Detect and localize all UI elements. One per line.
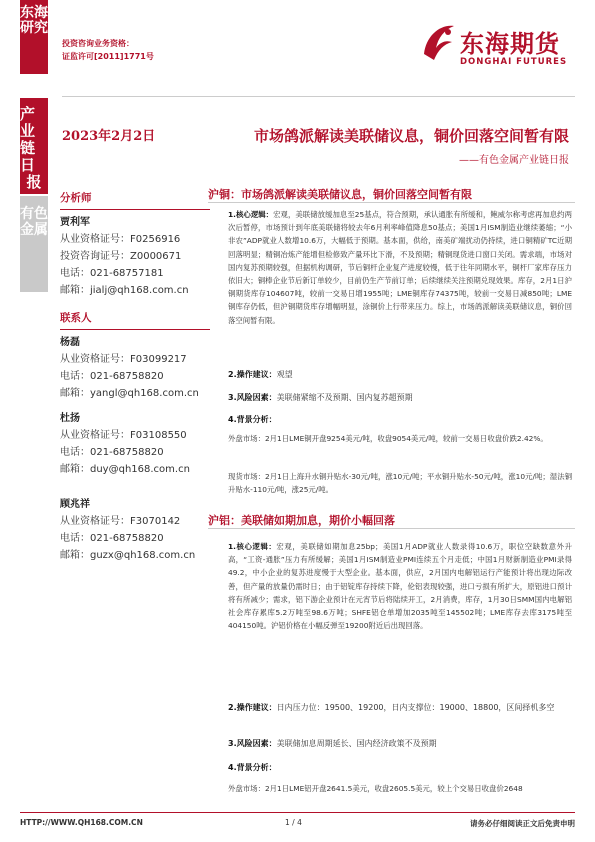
- aluminum-risk-text: 美联储加息周期延长、国内经济政策不及预期: [276, 739, 437, 748]
- side-tab-text: 有色: [20, 206, 48, 222]
- aluminum-core-logic: [228, 540, 572, 632]
- divider: [60, 329, 210, 330]
- contact-label: 联系人: [60, 312, 92, 324]
- qualification-label: 投资咨询业务资格：: [62, 39, 134, 48]
- contact-section: [60, 310, 210, 402]
- contact-line: 邮箱：guzx@qh168.com.cn: [60, 550, 196, 561]
- report-date: 2023年2月2日: [62, 129, 156, 144]
- copper-spot-market: 现货市场：2月1日上海升水铜升贴水-30元/吨，涨10元/吨；平水铜升贴水-50元/吨，涨10元/吨；湿法铜升贴水-110元/吨，涨25元/吨。: [228, 472, 572, 495]
- aluminum-advice: [228, 702, 554, 713]
- section-divider: [208, 528, 575, 529]
- copper-background: [228, 414, 277, 425]
- copper-risk-text: 美联储紧缩不及预期、国内复苏超预期: [276, 393, 413, 402]
- contact-line: 邮箱：yangl@qh168.com.cn: [60, 388, 199, 399]
- side-tab-text: 报: [26, 173, 42, 191]
- side-tab-nonferrous: [20, 196, 48, 292]
- aluminum-risk-label: 3.风险因素：: [228, 739, 277, 748]
- aluminum-background: [228, 762, 277, 773]
- logo-mark-icon: [418, 18, 458, 64]
- report-title: 市场鸽派解读美联储议息，铜价回落空间暂有限: [253, 127, 569, 145]
- contact-line: 邮箱：duy@qh168.com.cn: [60, 464, 190, 475]
- aluminum-outer-market: 外盘市场：2月1日LME铝开盘2641.5美元，收盘2605.5美元，较上个交易日收盘价2648: [228, 784, 523, 793]
- copper-advice-text: 观望: [276, 370, 293, 379]
- copper-section-heading: 沪铜：市场鸽派解读美联储议息，铜价回落空间暂有限: [208, 188, 472, 201]
- contact-line: 从业资格证号：F3070142: [60, 516, 181, 527]
- contact-line: 电话：021-68758820: [60, 533, 164, 544]
- contact-section: [60, 410, 210, 478]
- contact-name: 杜扬: [60, 413, 80, 424]
- logo-english-name: DONGHAI FUTURES: [460, 57, 568, 67]
- copper-risk: [228, 392, 413, 403]
- aluminum-advice-label: 2.操作建议：: [228, 703, 277, 712]
- analyst-line: 投资咨询证号：Z0000671: [60, 251, 182, 262]
- copper-advice: [228, 369, 293, 380]
- contact-line: 电话：021-68758820: [60, 371, 164, 382]
- analyst-name: 贾利军: [60, 217, 90, 228]
- contact-section: [60, 496, 210, 564]
- copper-background-label: 4.背景分析：: [228, 415, 277, 424]
- contact-name: 杨磊: [60, 337, 80, 348]
- footer-divider: [20, 812, 575, 813]
- copper-advice-label: 2.操作建议：: [228, 370, 277, 379]
- contact-line: 电话：021-68758820: [60, 447, 164, 458]
- side-tab-donghai-research: [20, 0, 48, 74]
- copper-outer-market: 外盘市场：2月1日LME铜开盘9254美元/吨，收盘9054美元/吨，较前一交易日收盘价跌2.42%。: [228, 434, 548, 443]
- side-tab-text: 研究: [20, 20, 48, 36]
- side-tab-text: 产业: [20, 105, 36, 140]
- analyst-line: 从业资格证号：F0256916: [60, 234, 181, 245]
- section-divider: [208, 202, 575, 203]
- copper-core-logic: [228, 208, 572, 327]
- contact-line: 从业资格证号：F03108550: [60, 430, 187, 441]
- report-subtitle: ——有色金属产业链日报: [459, 155, 569, 166]
- analyst-line: 邮箱：jialj@qh168.com.cn: [60, 285, 189, 296]
- side-tab-text: 东海: [20, 5, 48, 21]
- divider: [60, 209, 210, 210]
- header-divider: [62, 96, 575, 97]
- aluminum-background-label: 4.背景分析：: [228, 763, 277, 772]
- contact-line: 从业资格证号：F03099217: [60, 354, 187, 365]
- copper-logic-text: 宏观，美联储放缓加息至25基点，符合预期，承认通胀有所缓和，鲍威尔称考虑再加息约两次后暂停，市场预计到年底美联储将较去年6月利率峰值降息50基点；美国1月ISM制造业继续萎缩；“小非农”ADP就业人数增10.6万，大幅低于预期。基本面，供给，南美矿端扰动仍持续，进口铜精矿TC近期回落明显；精铜冶炼产能增但检修致产量环比下滑，不及预期；精铜现货进口窗口关闭。需求端，市场对国内复苏预期较强，但据机构调研，节后铜杆企业复产进度较慢，低于往年同期水平，铜杆厂家库存压力依旧大；铜棒企业节后新订单较少，目前仍生产节前订单；后续继续关注预期兑现效果。库存，2月1日沪铜期货库存104607吨，较前一交易日增1955吨；LME铜库存74375吨，较前一交易日减850吨；LME铜库存仍低，但沪铜期货库存增幅明显，涂铜价上行带来压力。综上，市场鸽派解读美联储议息，铜价回落空间暂有限。: [228, 210, 572, 325]
- analyst-section: [60, 190, 210, 299]
- side-tab-text: 金属: [20, 222, 48, 238]
- copper-risk-label: 3.风险因素：: [228, 393, 277, 402]
- aluminum-risk: [228, 738, 437, 749]
- analyst-line: 电话：021-68757181: [60, 268, 164, 279]
- analyst-label: 分析师: [60, 192, 92, 204]
- qualification-number: 证监许可[2011]1771号: [62, 52, 154, 61]
- side-tab-industry-daily: [20, 98, 48, 194]
- footer-page-number: 1 / 4: [285, 818, 302, 827]
- footer-url[interactable]: HTTP://WWW.QH168.COM.CN: [20, 818, 143, 827]
- side-tab-text: 链日: [20, 139, 36, 174]
- footer-disclaimer: 请务必仔细阅读正文后免责申明: [470, 819, 575, 828]
- aluminum-section-heading: 沪铝：美联储如期加息，期价小幅回落: [208, 514, 395, 527]
- logo-chinese-name: 东海期货: [460, 29, 560, 58]
- aluminum-advice-text: 日内压力位：19500、19200，日内支撑位：19000、18800，区间择机多空: [276, 703, 555, 712]
- contact-name: 顾兆祥: [60, 499, 90, 510]
- company-logo: [418, 18, 578, 72]
- copper-logic-label: 1.核心逻辑：: [228, 210, 274, 219]
- aluminum-logic-text: 宏观，美联储如期加息25bp；美国1月ADP就业人数录得10.6万，职位空缺数意外升高，“工资-通胀”压力有所缓解；美国1月ISM制造业PMI连续五个月走低；中国1月财新制造业PMI录得49.2，中小企业的复苏进度慢于大型企业。基本面，供应，2月国内电解铝运行产能预计将出现边际改善，但产量的放量仍需时日；由于铝锭库存持续下降，伦铝表现较强，进口亏损有所扩大，原铝进口预计将有所减少；需求，铝下游企业预计在元宵节后将陆续开工，2月消费，库存，1月30日SMM国内电解铝社会库存累库5.2万吨至98.6万吨；SHFE铝仓单增加2035吨至145502吨；LME库存去库3175吨至404150吨。沪铝价格在小幅反弹至19200附近后出现回落。: [228, 542, 573, 631]
- aluminum-logic-label: 1.核心逻辑：: [228, 542, 277, 551]
